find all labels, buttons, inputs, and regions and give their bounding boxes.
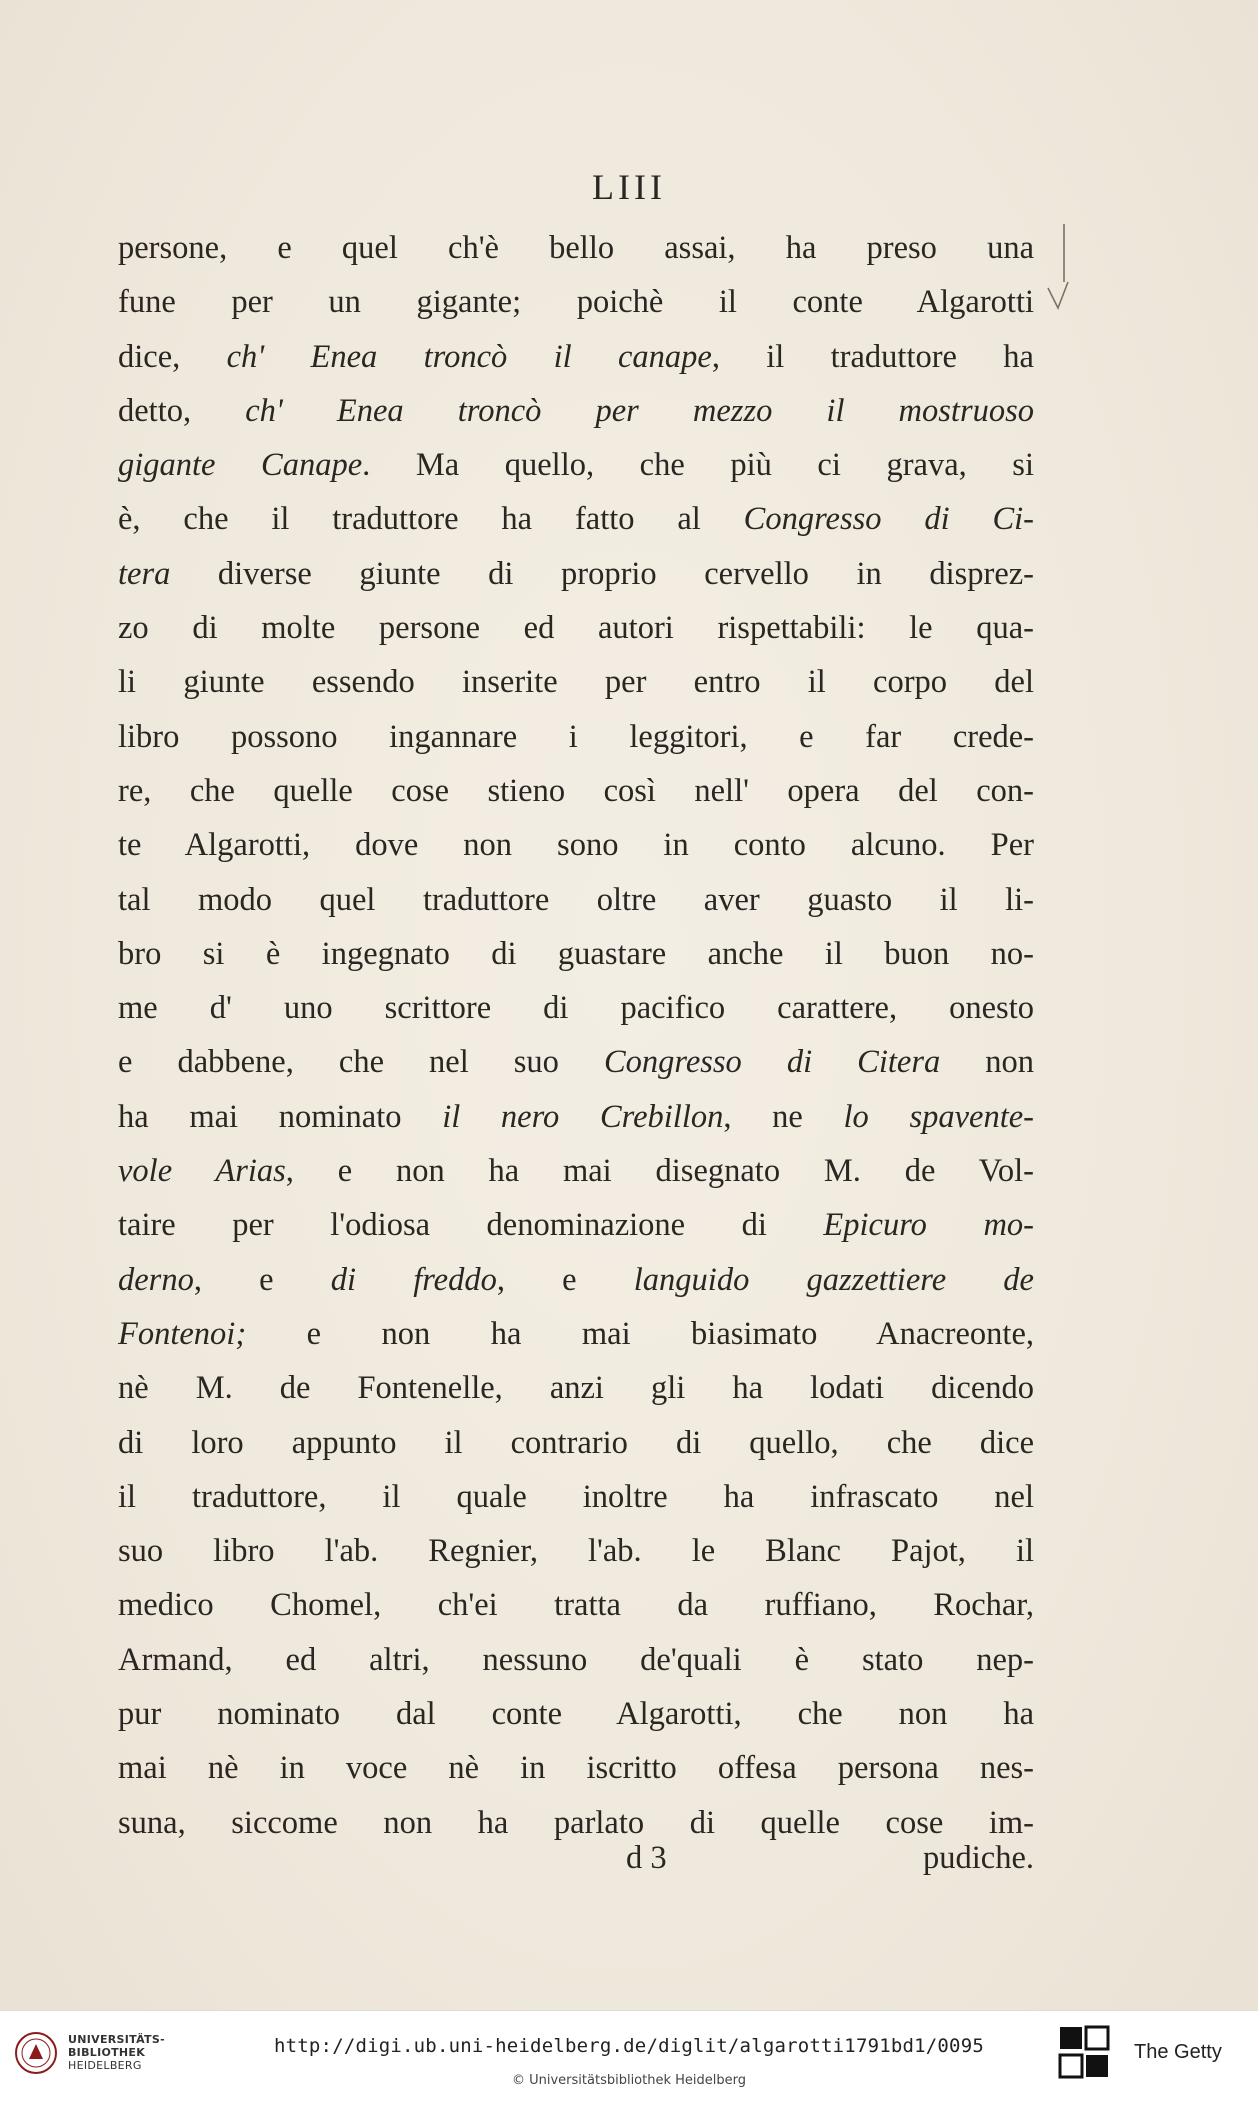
text-line xyxy=(118,221,1034,275)
text-run: e dabbene, che nel suo xyxy=(118,1044,604,1081)
text-run: nè M. de Fontenelle, anzi gli ha lodati dicendo xyxy=(118,1370,1034,1407)
text-run: di loro appunto il contrario di quello, che dice xyxy=(118,1424,1034,1461)
text-line xyxy=(118,1253,1034,1307)
text-run: li giunte essendo inserite per entro il corpo del xyxy=(118,664,1034,701)
library-name-line: BIBLIOTHEK xyxy=(68,2046,146,2059)
italic-text: tera xyxy=(118,555,171,592)
text-run: , ne xyxy=(723,1098,844,1135)
text-run: e non ha mai biasimato Anacreonte, xyxy=(246,1315,1034,1352)
text-line xyxy=(118,710,1034,764)
text-line xyxy=(118,492,1034,546)
text-line xyxy=(118,764,1034,818)
library-name-line: HEIDELBERG xyxy=(68,2059,142,2072)
italic-text: gigante Canape xyxy=(118,447,363,484)
text-line xyxy=(118,601,1034,655)
running-head: LIII xyxy=(592,167,666,207)
text-run: , e xyxy=(193,1261,331,1298)
text-line xyxy=(118,438,1034,492)
text-run: mai nè in voce nè in iscritto offesa persona nes- xyxy=(118,1750,1034,1787)
italic-text: Congresso di Ci- xyxy=(743,501,1034,538)
text-run: libro possono ingannare i leggitori, e far crede- xyxy=(118,718,1034,755)
text-run: Armand, ed altri, nessuno de'quali è stato nep- xyxy=(118,1641,1034,1678)
italic-text: lo spavente- xyxy=(843,1098,1034,1135)
text-run: zo di molte persone ed autori rispettabili: le qua- xyxy=(118,610,1034,647)
italic-text: ch' Enea troncò per mezzo il mostruoso xyxy=(245,392,1035,429)
text-line xyxy=(118,1035,1034,1089)
text-run: il traduttore, il quale inoltre ha infrascato nel xyxy=(118,1478,1034,1515)
text-line xyxy=(118,1361,1034,1415)
getty-name: The Getty xyxy=(1134,2041,1222,2063)
text-line xyxy=(118,1578,1034,1632)
text-run: taire per l'odiosa denominazione di xyxy=(118,1207,824,1244)
text-run: medico Chomel, ch'ei tratta da ruffiano, Rochar, xyxy=(118,1587,1034,1624)
getty-logo-icon xyxy=(1058,2025,1110,2085)
margin-pencil-mark xyxy=(1042,222,1072,322)
text-run: non xyxy=(940,1044,1035,1081)
text-run: tal modo quel traduttore oltre aver guasto il li- xyxy=(118,881,1034,918)
italic-text: derno xyxy=(118,1261,194,1298)
text-line xyxy=(118,330,1034,384)
text-line xyxy=(118,1307,1034,1361)
text-line xyxy=(118,384,1034,438)
text-line xyxy=(118,655,1034,709)
text-run: persone, e quel ch'è bello assai, ha preso una xyxy=(118,230,1034,266)
italic-text: ch' Enea troncò il canape xyxy=(226,338,712,375)
text-line xyxy=(118,818,1034,872)
text-line xyxy=(118,981,1034,1035)
text-line xyxy=(118,873,1034,927)
text-line xyxy=(118,1416,1034,1470)
digitization-footer xyxy=(0,2010,1258,2103)
text-run: , e non ha mai disegnato M. de Vol- xyxy=(285,1153,1034,1190)
italic-text: languido gazzettiere de xyxy=(633,1261,1034,1298)
text-line xyxy=(118,1741,1034,1795)
text-run: pur nominato dal conte Algarotti, che non ha xyxy=(118,1696,1034,1733)
text-line xyxy=(118,1090,1034,1144)
text-line xyxy=(118,1524,1034,1578)
text-run: bro si è ingegnato di guastare anche il buon no- xyxy=(118,935,1034,972)
text-run: me d' uno scrittore di pacifico carattere, onesto xyxy=(118,990,1034,1027)
permalink-url[interactable]: http://digi.ub.uni-heidelberg.de/diglit/algarotti1791bd1/0095 xyxy=(274,2035,984,2057)
text-run: diverse giunte di proprio cervello in disprez- xyxy=(170,555,1034,592)
text-run: fune per un gigante; poichè il conte Algarotti xyxy=(118,284,1034,321)
text-run: , e xyxy=(496,1261,634,1298)
text-line xyxy=(118,275,1034,329)
text-line xyxy=(118,1144,1034,1198)
text-run: te Algarotti, dove non sono in conto alcuno. Per xyxy=(118,827,1034,864)
library-name-line: UNIVERSITÄTS- xyxy=(68,2033,165,2046)
text-line xyxy=(118,1198,1034,1252)
text-run: è, che il traduttore ha fatto al xyxy=(118,501,744,538)
signature-mark: d 3 xyxy=(626,1840,667,1876)
text-run: suo libro l'ab. Regnier, l'ab. le Blanc Pajot, il xyxy=(118,1533,1034,1570)
text-line xyxy=(118,1470,1034,1524)
text-run: . Ma quello, che più ci grava, si xyxy=(362,447,1034,484)
text-line xyxy=(118,1633,1034,1687)
text-line xyxy=(118,1687,1034,1741)
page-footer-line xyxy=(118,1840,1034,1890)
italic-text: di freddo xyxy=(330,1261,497,1298)
text-run: re, che quelle cose stieno così nell' opera del con- xyxy=(118,772,1034,809)
italic-text: Congresso di Citera xyxy=(603,1044,941,1081)
text-run: dice, xyxy=(118,338,227,375)
text-line xyxy=(118,547,1034,601)
text-run: ha mai nominato xyxy=(118,1098,443,1135)
text-line xyxy=(118,927,1034,981)
text-run: , il traduttore ha xyxy=(711,338,1034,375)
text-run: suna, siccome non ha parlato di quelle cose im- xyxy=(118,1804,1034,1841)
italic-text: il nero Crebillon xyxy=(442,1098,724,1135)
catchword: pudiche. xyxy=(922,1840,1034,1876)
italic-text: Epicuro mo- xyxy=(823,1207,1034,1244)
text-run: detto, xyxy=(118,392,246,429)
italic-text: Fontenoi; xyxy=(118,1315,247,1352)
italic-text: vole Arias xyxy=(118,1153,286,1190)
body-text xyxy=(118,221,1034,1850)
copyright-notice: © Universitätsbibliothek Heidelberg xyxy=(511,2073,746,2088)
